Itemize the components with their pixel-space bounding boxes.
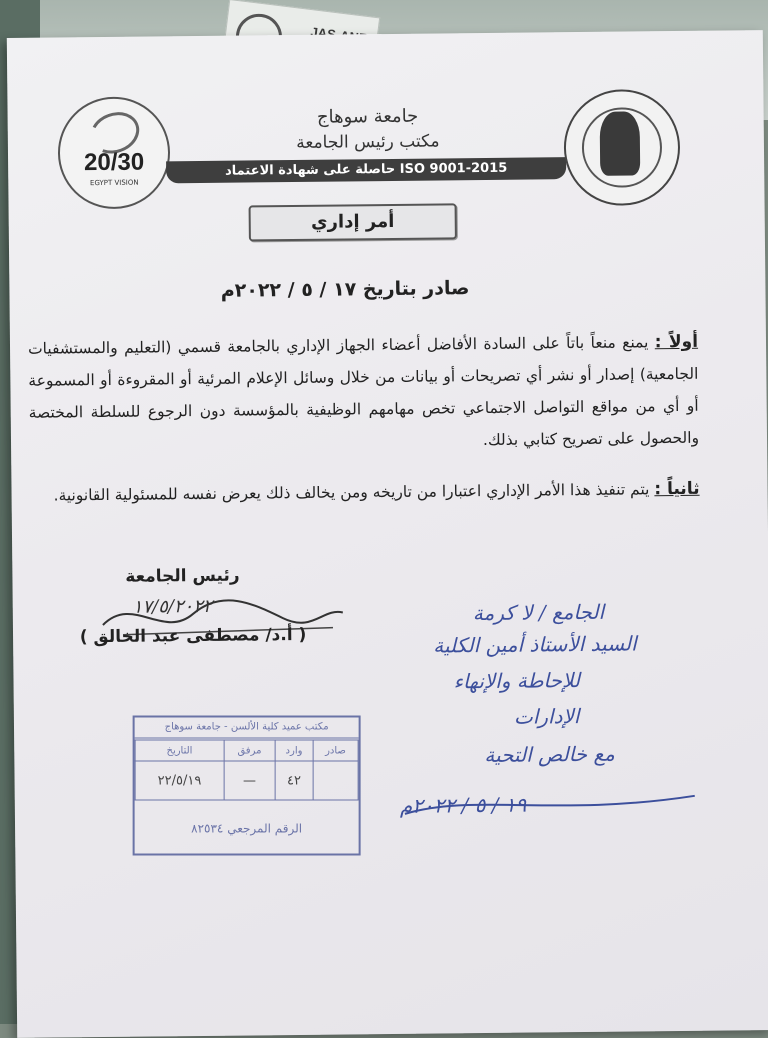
vision-year: 20/30 (83, 148, 145, 177)
university-name: جامعة سوهاج (316, 105, 419, 128)
clause-first-text: يمنع منعاً باتاً على السادة الأفاضل أعضاء الجهاز الإداري بالجامعة قسمي (التعليم والمستشفيات الجامعية) إصدار أو نشر أي تصريحات أو بيانات من خلال وسائل الإعلام المرئية أو المقروءة أو المسموعة أو أي من مواقع التواصل الاجتماعي تخص مهامهم الوظيفية بالمؤسسة دون الرجوع للسلطة المختصة والحصول على تصريح كتابي بذلك. (27, 333, 700, 450)
stamp-val-issued (313, 761, 358, 800)
clause-second (23, 469, 699, 516)
office-name: مكتب رئيس الجامعة (296, 131, 440, 153)
stamp-col-attachment: مرفق (224, 740, 275, 761)
university-seal (563, 89, 680, 206)
egypt-vision-logo (57, 96, 170, 209)
handwritten-line-5: مع خالص التحية (484, 741, 615, 768)
stamp-col-issued: صادر (313, 740, 358, 761)
handwritten-line-1: الجامع / لا كرمة (472, 599, 605, 626)
stamp-table (135, 740, 359, 801)
signature-date: ١٧/٥/٢٠٢٢ (132, 595, 213, 618)
stamp-val-incoming: ٤٢ (275, 761, 313, 800)
iso-banner: حاصلة على شهادة الاعتماد ISO 9001-2015 (166, 157, 566, 183)
stamp-header: مكتب عميد كلية الألسن - جامعة سوهاج (135, 718, 359, 739)
handwritten-underline (395, 771, 716, 824)
document-page (7, 30, 768, 1038)
stamp-col-date: التاريخ (135, 740, 224, 761)
signatory-name: ( أ.د/ مصطفى عبد الخالق ) (79, 624, 307, 648)
clause-second-label: ثانياً : (654, 478, 700, 500)
clause-first-label: أولاً : (654, 331, 699, 353)
stamp-val-date: ٢٢/٥/١٩ (135, 761, 224, 800)
vision-caption: EGYPT VISION (89, 178, 139, 188)
clause-first (28, 326, 699, 461)
handwritten-line-4: الإدارات (513, 704, 580, 729)
signatory-title: رئيس الجامعة (125, 565, 240, 587)
issue-date: صادر بتاريخ ١٧ / ٥ / ٢٠٢٢م (220, 277, 470, 302)
handwritten-line-6: ١٩ / ٥ / ٢٠٢٢م (399, 792, 527, 818)
pharaoh-head-icon (600, 111, 641, 175)
document-title: أمر إداري (249, 203, 457, 241)
handwritten-line-2: السيد الأستاذ أمين الكلية (433, 631, 637, 658)
stamp-col-incoming: وارد (275, 740, 313, 761)
handwritten-line-3: للإحاطة والإنهاء (453, 668, 581, 694)
clause-second-text: يتم تنفيذ هذا الأمر الإداري اعتبارا من تاريخه ومن يخالف ذلك يعرض نفسه للمسئولية القانونية. (53, 480, 650, 505)
incoming-stamp (133, 716, 361, 856)
stamp-val-attachment: — (224, 761, 275, 800)
stamp-serial: الرقم المرجعي ٨٢٥٣٤ (191, 821, 303, 836)
